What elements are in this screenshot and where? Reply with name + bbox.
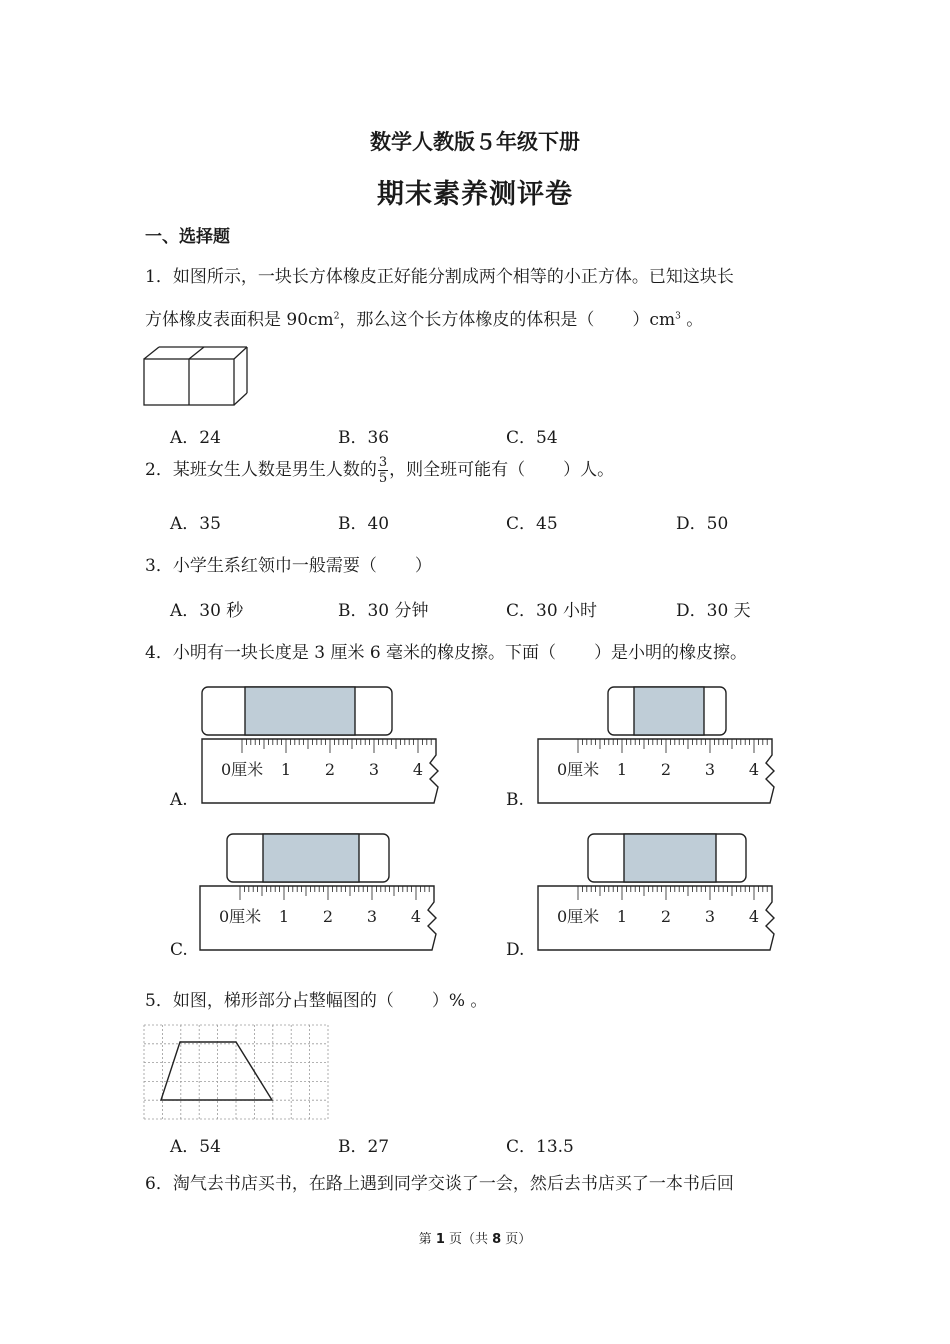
ruler-figure-b bbox=[538, 687, 774, 803]
ruler-label: 1 bbox=[278, 907, 290, 926]
q4-option-c[interactable]: C. bbox=[170, 940, 188, 960]
ruler-label: 4 bbox=[412, 760, 424, 779]
q5-option-c[interactable]: C．13.5 bbox=[506, 1137, 574, 1157]
q3-line bbox=[145, 551, 432, 576]
q3-option-a[interactable]: A．30 秒 bbox=[170, 601, 244, 621]
q3-text-a: 3．小学生系红领巾一般需要（ bbox=[145, 556, 377, 576]
q5-option-a[interactable]: A．54 bbox=[170, 1137, 221, 1157]
footer-page-total: 8 bbox=[492, 1232, 502, 1247]
q5-option-b[interactable]: B．27 bbox=[338, 1137, 390, 1157]
q3-option-c[interactable]: C．30 小时 bbox=[506, 601, 598, 621]
page-footer bbox=[0, 1228, 950, 1247]
ruler-figure-c bbox=[200, 834, 436, 950]
q1-sup-a: 2 bbox=[333, 311, 340, 322]
ruler-label: 0厘米 bbox=[219, 907, 262, 926]
footer-text-b: 页（共 bbox=[444, 1232, 493, 1247]
section-heading: 一、选择题 bbox=[145, 227, 230, 247]
q2-option-c[interactable]: C．45 bbox=[506, 514, 558, 534]
ruler-label: 0厘米 bbox=[557, 907, 600, 926]
footer-page-number: 1 bbox=[435, 1232, 445, 1247]
eraser bbox=[588, 834, 746, 882]
q5-text-b: ）% 。 bbox=[431, 991, 488, 1011]
q6-line: 6．淘气去书店买书，在路上遇到同学交谈了一会，然后去书店买了一本书后回 bbox=[145, 1174, 734, 1194]
q4-option-d[interactable]: D. bbox=[506, 940, 525, 960]
ruler-label: 3 bbox=[704, 907, 716, 926]
footer-text-a: 第 bbox=[418, 1232, 436, 1247]
footer-text-c: 页） bbox=[501, 1232, 532, 1247]
ruler-label: 3 bbox=[704, 760, 716, 779]
q4-line bbox=[145, 638, 747, 663]
q1-option-b[interactable]: B．36 bbox=[338, 428, 390, 448]
fraction-denominator: 5 bbox=[378, 471, 388, 486]
ruler-label: 1 bbox=[616, 760, 628, 779]
q4-text-a: 4．小明有一块长度是 3 厘米 6 毫米的橡皮擦。下面（ bbox=[145, 643, 557, 663]
trapezoid bbox=[161, 1042, 272, 1100]
ruler-figure-a bbox=[202, 687, 438, 803]
cuboid-figure bbox=[143, 345, 251, 409]
ruler-label: 2 bbox=[660, 907, 672, 926]
q1-line1: 1．如图所示，一块长方体橡皮正好能分割成两个相等的小正方体。已知这块长 bbox=[145, 267, 734, 287]
ruler-label: 0厘米 bbox=[221, 760, 264, 779]
q4-option-a[interactable]: A. bbox=[170, 790, 188, 810]
ruler-figures bbox=[0, 680, 950, 970]
q4-text-b: ）是小明的橡皮擦。 bbox=[594, 643, 748, 663]
ruler-label: 0厘米 bbox=[557, 760, 600, 779]
q4-option-b[interactable]: B. bbox=[506, 790, 524, 810]
q1-sup-b: 3 bbox=[675, 311, 681, 322]
q1-option-c[interactable]: C．54 bbox=[506, 428, 558, 448]
eraser bbox=[227, 834, 389, 882]
q1-option-a[interactable]: A．24 bbox=[170, 428, 221, 448]
eraser bbox=[608, 687, 726, 735]
paper-title: 数学人教版５年级下册 bbox=[370, 130, 580, 154]
fraction-numerator: 3 bbox=[378, 455, 388, 470]
q2-text-b: ，则全班可能有（ bbox=[389, 460, 526, 480]
q2-option-a[interactable]: A．35 bbox=[170, 514, 221, 534]
ruler-label: 2 bbox=[660, 760, 672, 779]
fraction bbox=[378, 455, 388, 486]
ruler-label: 4 bbox=[748, 907, 760, 926]
q2-option-b[interactable]: B．40 bbox=[338, 514, 390, 534]
q1-text-d: 。 bbox=[680, 310, 704, 330]
paper-subtitle: 期末素养测评卷 bbox=[377, 179, 573, 210]
trapezoid-grid-figure bbox=[143, 1024, 333, 1122]
q2-option-d[interactable]: D．50 bbox=[676, 514, 729, 534]
ruler-label: 1 bbox=[616, 907, 628, 926]
q2-line bbox=[145, 455, 614, 486]
ruler-figure-d bbox=[538, 834, 774, 950]
ruler-label: 3 bbox=[368, 760, 380, 779]
q2-text-c: ）人。 bbox=[563, 460, 615, 480]
ruler-label: 4 bbox=[748, 760, 760, 779]
q1-text-c: ）cm bbox=[632, 310, 676, 330]
q2-text-a: 2．某班女生人数是男生人数的 bbox=[145, 460, 377, 480]
q1-line2 bbox=[145, 305, 703, 330]
ruler-label: 2 bbox=[324, 760, 336, 779]
q3-text-b: ） bbox=[414, 556, 432, 576]
q1-text-b: ，那么这个长方体橡皮的体积是（ bbox=[339, 310, 595, 330]
ruler-label: 3 bbox=[366, 907, 378, 926]
ruler-label: 4 bbox=[410, 907, 422, 926]
q3-option-b[interactable]: B．30 分钟 bbox=[338, 601, 429, 621]
ruler-label: 1 bbox=[280, 760, 292, 779]
ruler-label: 2 bbox=[322, 907, 334, 926]
q3-option-d[interactable]: D．30 天 bbox=[676, 601, 751, 621]
eraser bbox=[202, 687, 392, 735]
q5-text-a: 5．如图，梯形部分占整幅图的（ bbox=[145, 991, 394, 1011]
q1-text-a: 方体橡皮表面积是 90cm bbox=[145, 310, 334, 330]
q5-line bbox=[145, 986, 487, 1011]
